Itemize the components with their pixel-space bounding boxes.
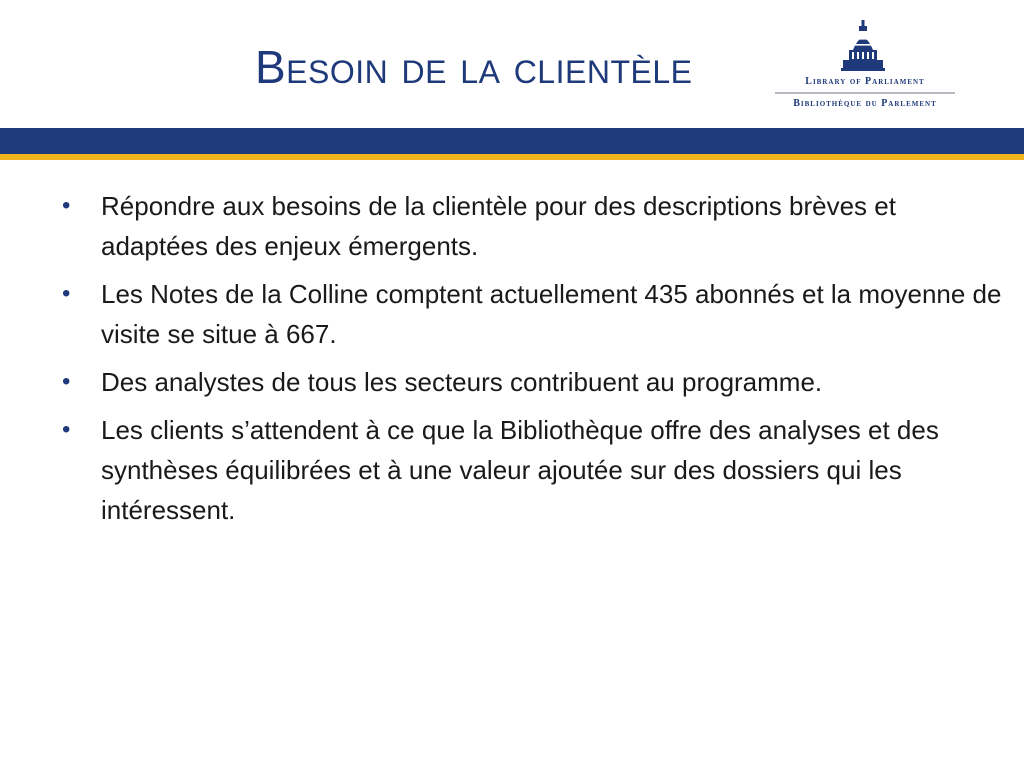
list-item [62, 274, 1002, 354]
logo-text-english: Library of Parliament [805, 76, 925, 87]
bullet-icon: • [62, 368, 71, 395]
list-item [62, 362, 1002, 402]
header-band-blue [0, 128, 1024, 154]
logo-text-french: Bibliothèque du Parlement [793, 98, 937, 109]
logo-divider [775, 92, 955, 94]
parliament-library-building-icon [841, 20, 885, 72]
bullet-icon: • [62, 192, 71, 219]
list-item [62, 410, 1002, 530]
bullet-icon: • [62, 416, 71, 443]
bullet-icon: • [62, 280, 71, 307]
list-item-text: Les clients s’attendent à ce que la Bibliothèque offre des analyses et des synthèses équilibrées et à une valeur ajoutée sur des dossiers qui les intéressent. [101, 415, 939, 525]
list-item [62, 186, 1002, 266]
header-band-gold [0, 154, 1024, 160]
library-of-parliament-logo [775, 18, 960, 118]
list-item-text: Répondre aux besoins de la clientèle pour des descriptions brèves et adaptées des enjeux émergents. [101, 191, 896, 261]
list-item-text: Les Notes de la Colline comptent actuellement 435 abonnés et la moyenne de visite se situe à 667. [101, 279, 1002, 349]
bullet-list [62, 186, 1002, 538]
list-item-text: Des analystes de tous les secteurs contribuent au programme. [101, 367, 823, 397]
slide-title: Besoin de la clientèle [255, 41, 693, 93]
